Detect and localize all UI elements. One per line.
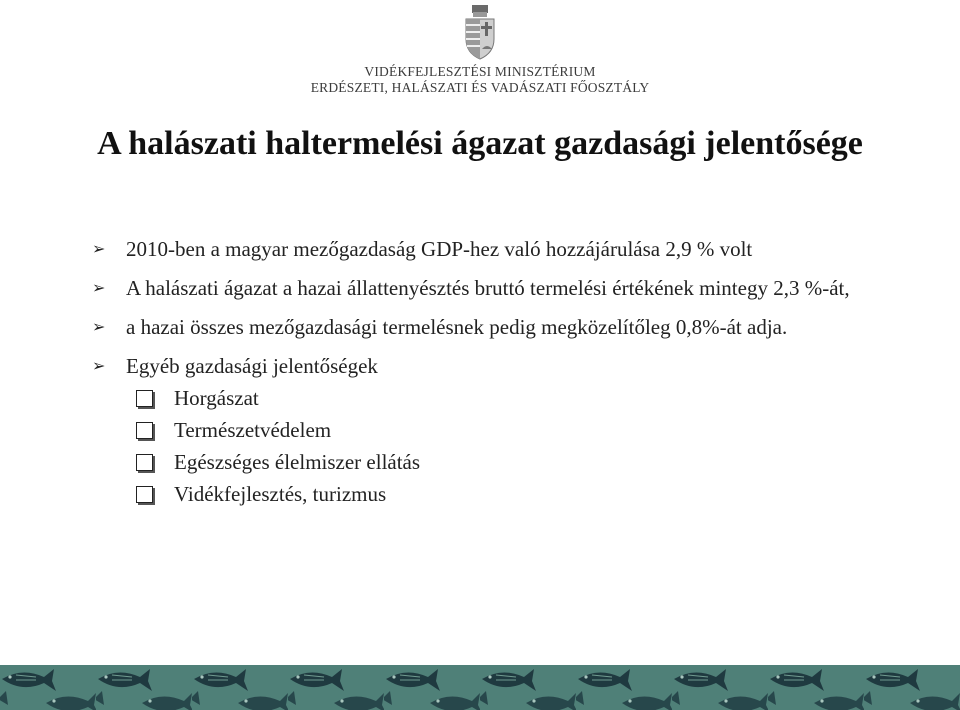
fish-pattern-band xyxy=(0,665,960,710)
arrow-bullet-icon: ➢ xyxy=(92,280,106,297)
sub-bullet-text: Egészséges élelmiszer ellátás xyxy=(174,450,421,474)
bullet-text: 2010-ben a magyar mezőgazdaság GDP-hez való hozzájárulása 2,9 % volt xyxy=(126,237,753,261)
checkbox-bullet-icon xyxy=(136,414,174,446)
bullet-item xyxy=(92,234,852,265)
sub-bullet-item xyxy=(92,478,852,510)
bullet-text: Egyéb gazdasági jelentőségek xyxy=(126,354,378,378)
sub-bullet-item xyxy=(92,414,852,446)
bullet-list xyxy=(92,234,852,510)
checkbox-bullet-icon xyxy=(136,446,174,478)
ministry-name: VIDÉKFEJLESZTÉSI MINISZTÉRIUM xyxy=(364,64,596,79)
arrow-bullet-icon: ➢ xyxy=(92,358,106,375)
sub-bullet-text: Természetvédelem xyxy=(174,418,332,442)
checkbox-bullet-icon xyxy=(136,478,174,510)
bullet-item xyxy=(92,312,852,343)
coat-of-arms-icon xyxy=(463,5,497,61)
sub-bullet-text: Horgászat xyxy=(174,386,259,410)
department-name: ERDÉSZETI, HALÁSZATI ÉS VADÁSZATI FŐOSZTÁLY xyxy=(310,80,650,95)
sub-bullet-item xyxy=(92,446,852,478)
bullet-item xyxy=(92,351,852,382)
bullet-item xyxy=(92,273,852,304)
arrow-bullet-icon: ➢ xyxy=(92,319,106,336)
bullet-text: a hazai összes mezőgazdasági termelésnek pedig megközelítőleg 0,8%-át adja. xyxy=(126,315,788,339)
bullet-text: A halászati ágazat a hazai állattenyésztés bruttó termelési értékének mintegy 2,3 %-át, xyxy=(126,276,850,300)
slide-title: A halászati haltermelési ágazat gazdasági jelentősége xyxy=(97,125,863,162)
sub-bullet-item xyxy=(92,382,852,414)
checkbox-bullet-icon xyxy=(136,382,174,414)
sub-bullet-text: Vidékfejlesztés, turizmus xyxy=(174,482,387,506)
arrow-bullet-icon: ➢ xyxy=(92,241,106,258)
